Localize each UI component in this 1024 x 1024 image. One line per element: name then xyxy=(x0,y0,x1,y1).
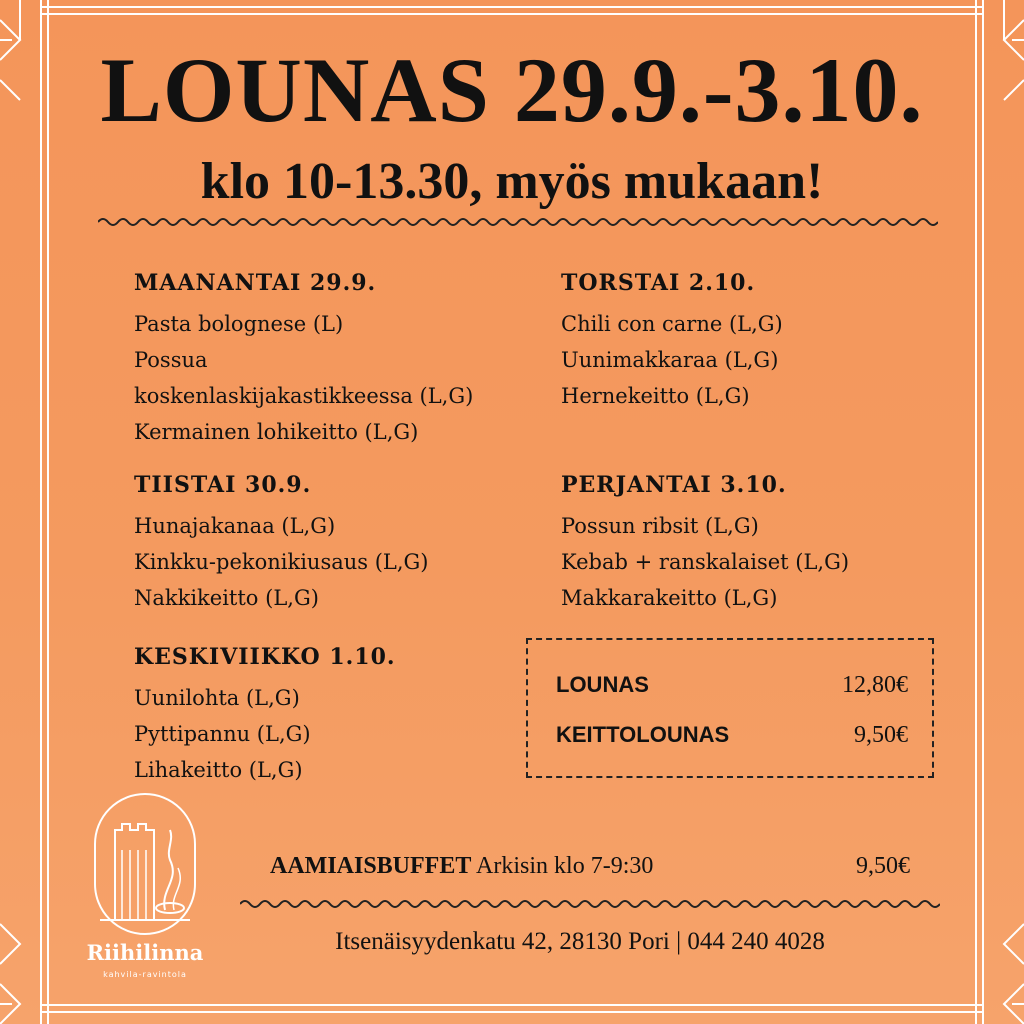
day-wednesday xyxy=(134,642,396,788)
contact-address: Itsenäisyydenkatu 42, 28130 Pori | 044 240 4028 xyxy=(335,928,825,955)
price-amount: 9,50€ xyxy=(854,722,908,748)
day-title: PERJANTAI 3.10. xyxy=(561,472,787,498)
dish-item: Chili con carne (L,G) xyxy=(561,312,783,336)
day-friday xyxy=(561,470,849,616)
price-row-soup-lunch xyxy=(556,722,908,749)
breakfast-price: 9,50€ xyxy=(856,853,910,879)
price-label: KEITTOLOUNAS xyxy=(556,722,730,747)
frame-line-bottom-inner xyxy=(40,1004,984,1006)
frame-line-top-inner xyxy=(40,13,984,15)
dish-item: Kinkku-pekonikiusaus (L,G) xyxy=(134,550,429,574)
frame-line-bottom-outer xyxy=(40,1011,984,1013)
restaurant-logo xyxy=(70,790,220,1000)
wave-divider-top xyxy=(98,214,938,230)
dish-item: Uunilohta (L,G) xyxy=(134,686,300,710)
day-thursday xyxy=(561,268,783,414)
dish-item: koskenlaskijakastikkeessa (L,G) xyxy=(134,384,474,408)
page-subtitle: klo 10-13.30, myös mukaan! xyxy=(200,153,824,210)
day-tuesday xyxy=(134,470,429,616)
breakfast-row xyxy=(270,850,910,882)
price-box xyxy=(526,638,934,778)
tower-flame-icon xyxy=(70,790,220,940)
dish-item: Hunajakanaa (L,G) xyxy=(134,514,336,538)
dish-item: Nakkikeitto (L,G) xyxy=(134,586,319,610)
day-title: KESKIVIIKKO 1.10. xyxy=(134,644,396,670)
corner-ornament-bottom-right-icon xyxy=(964,904,1024,1024)
frame-line-top-outer xyxy=(40,6,984,8)
dish-item: Pyttipannu (L,G) xyxy=(134,722,311,746)
dish-item: Makkarakeitto (L,G) xyxy=(561,586,778,610)
dish-item: Pasta bolognese (L) xyxy=(134,312,344,336)
dish-item: Uunimakkaraa (L,G) xyxy=(561,348,779,372)
price-row-lunch xyxy=(556,672,908,699)
dish-item: Hernekeitto (L,G) xyxy=(561,384,750,408)
dish-item: Possua xyxy=(134,348,208,372)
day-title: MAANANTAI 29.9. xyxy=(134,270,377,296)
price-amount: 12,80€ xyxy=(842,672,908,698)
day-title: TIISTAI 30.9. xyxy=(134,472,312,498)
breakfast-text: Arkisin klo 7-9:30 xyxy=(476,853,654,879)
day-title: TORSTAI 2.10. xyxy=(561,270,756,296)
page-title: LOUNAS 29.9.-3.10. xyxy=(100,39,924,141)
dish-item: Possun ribsit (L,G) xyxy=(561,514,759,538)
dish-item: Lihakeitto (L,G) xyxy=(134,758,303,782)
dish-item: Kermainen lohikeitto (L,G) xyxy=(134,420,419,444)
dish-item: Kebab + ranskalaiset (L,G) xyxy=(561,550,850,574)
day-monday xyxy=(134,268,473,450)
logo-tagline: kahvila-ravintola xyxy=(103,970,187,979)
wave-divider-bottom xyxy=(240,896,940,912)
logo-name: Riihilinna xyxy=(86,940,204,965)
breakfast-label: AAMIAISBUFFET xyxy=(270,853,472,879)
corner-ornament-bottom-left-icon xyxy=(0,904,60,1024)
price-label: LOUNAS xyxy=(556,672,649,697)
